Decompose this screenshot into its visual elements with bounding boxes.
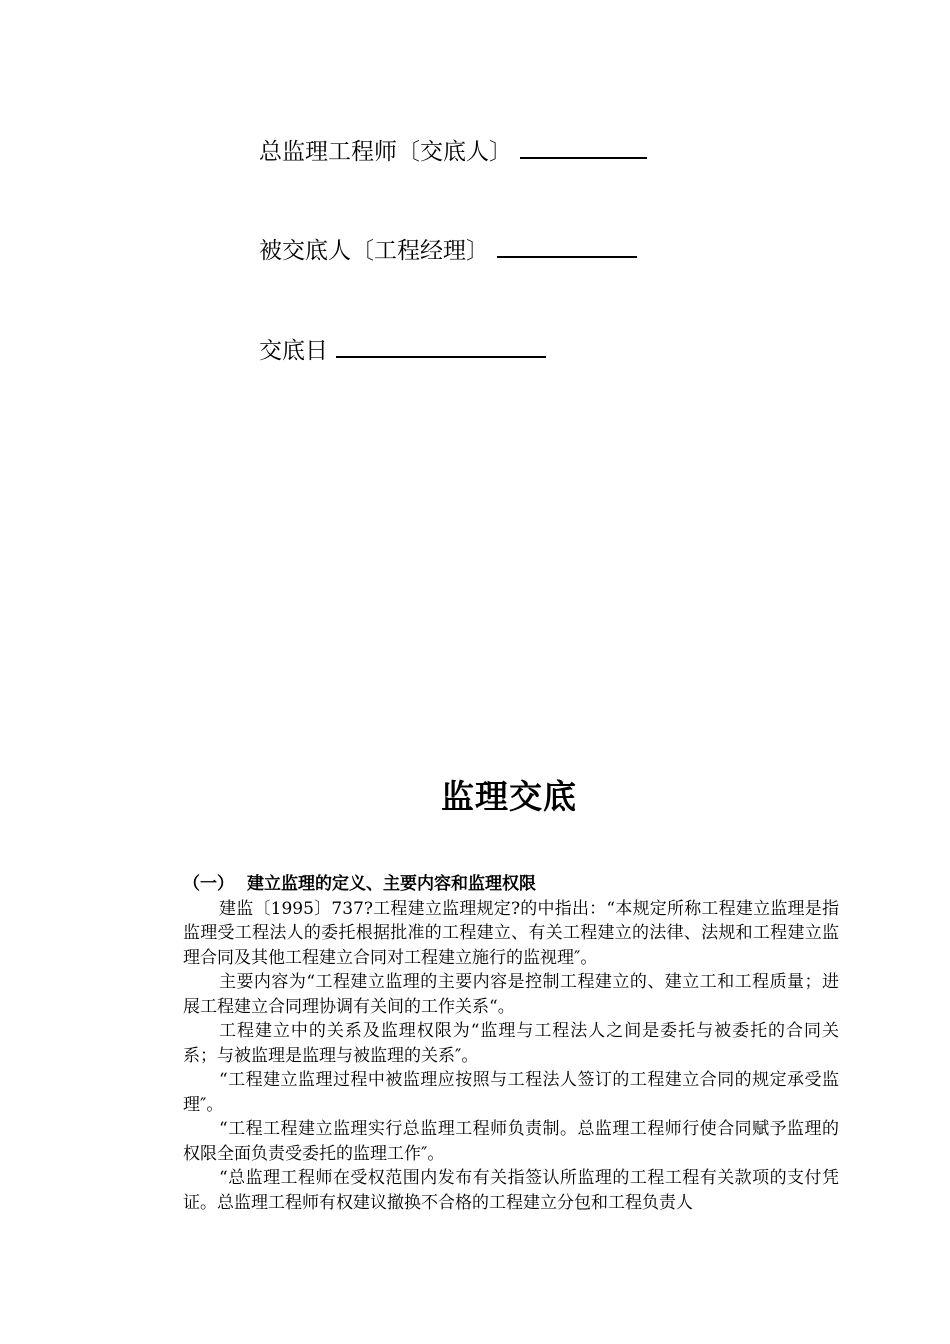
date-blank (336, 334, 546, 358)
paragraph-definition: 建监〔1995〕737?工程建立监理规定?的中指出：“本规定所称工程建立监理是指监理受工程法人的委托根据批准的工程建立、有关工程建立的法律、法规和工程建立监理合同及其他工程建立合同对工程建立施行的监视理″。 (183, 898, 839, 968)
chief-engineer-label: 总监理工程师〔交底人〕 (259, 139, 512, 165)
date-label: 交底日 (259, 338, 328, 364)
date-signature-line (259, 334, 546, 366)
chief-engineer-signature-blank (520, 135, 647, 159)
section-heading-text: 建立监理的定义、主要内容和监理权限 (247, 874, 536, 894)
receiver-signature-line (259, 234, 637, 266)
receiver-label: 被交底人〔工程经理〕 (259, 238, 489, 264)
section-heading (183, 872, 839, 897)
paragraph-relations: 工程建立中的关系及监理权限为“监理与工程法人之间是委托与被委托的合同关系；与被监理是监理与被监理的关系″。 (183, 1021, 839, 1066)
section-1 (183, 872, 839, 1215)
paragraph-chief-responsibility: “工程工程建立监理实行总监理工程师负责制。总监理工程师行使合同赋予监理的权限全面负责受委托的监理工作″。 (183, 1119, 839, 1164)
receiver-signature-blank (497, 234, 637, 258)
paragraph-main-content: 主要内容为“工程建立监理的主要内容是控制工程建立的、建立工和工程质量；进展工程建立合同理协调有关间的工作关系“。 (183, 972, 839, 1017)
paragraph-chief-authority: “总监理工程师在受权范围内发布有关指签认所监理的工程工程有关款项的支付凭证。总监理工程师有权建议撤换不合格的工程建立分包和工程负责人 (183, 1168, 839, 1213)
section-number: （一） (183, 874, 234, 894)
document-title: 监理交底 (441, 777, 577, 816)
chief-engineer-signature-line (259, 135, 647, 167)
paragraph-contract-supervision: “工程建立监理过程中被监理应按照与工程法人签订的工程建立合同的规定承受监理″。 (183, 1070, 839, 1115)
